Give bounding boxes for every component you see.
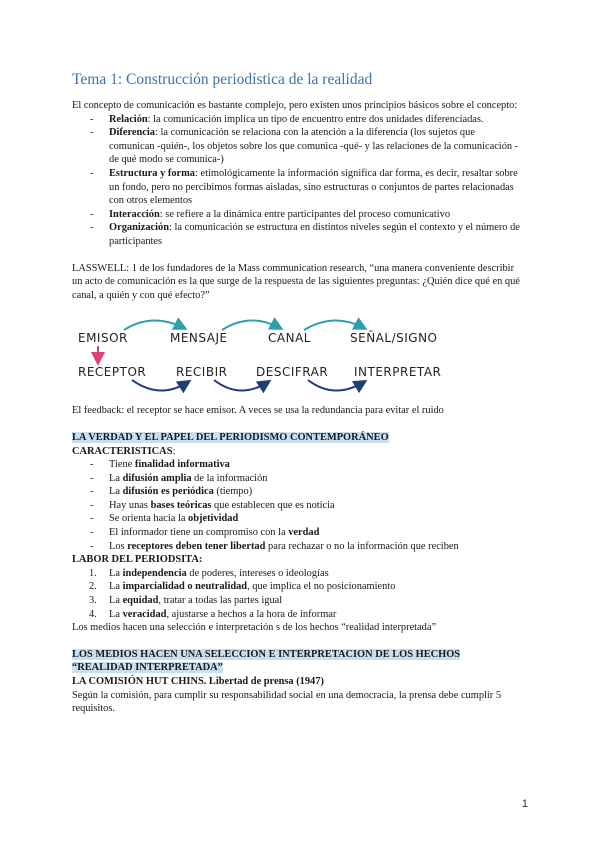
list-item — [72, 567, 522, 581]
text-bold: equidad — [122, 595, 159, 607]
text-post: de la información — [191, 472, 268, 484]
text-pre: La — [109, 472, 123, 484]
comision-paragraph: Según la comisión, para cumplir su responsabilidad social en una democracia, la prensa debe cumplir 5 requisitos. — [72, 689, 502, 715]
label-recibir: RECIBIR — [176, 365, 228, 380]
term: Estructura y forma — [109, 167, 195, 179]
page-number: 1 — [521, 798, 528, 810]
text-bold: difusión es periódica — [122, 486, 214, 498]
list-item — [72, 594, 522, 608]
term: Interacción — [109, 208, 160, 220]
closing-paragraph: Los medios hacen una selección e interpretación s de los hechos “realidad interpretada” — [72, 622, 437, 634]
list-item — [72, 458, 522, 472]
list-item — [72, 580, 522, 594]
text-bold: finalidad informativa — [134, 459, 230, 471]
list-item — [72, 472, 522, 486]
list-item — [72, 485, 522, 499]
text-pre: La — [109, 608, 123, 620]
text-post: (tiempo) — [213, 486, 253, 498]
text-bold: verdad — [288, 527, 320, 539]
term: Diferencia — [109, 127, 155, 139]
label-receptor: RECEPTOR — [78, 365, 147, 380]
term-text: : etimológicamente la información significa dar forma, es decir, resaltar sobre un fondo, pero no percibimos formas aisladas, sino estructuras o conjuntos de partes relacionadas con otros elementos — [109, 167, 518, 207]
text-bold: bases teóricas — [150, 499, 212, 511]
text-pre: La — [109, 486, 123, 498]
section-heading-medios-line2: “REALIDAD INTERPRETADA” — [72, 662, 223, 674]
list-item — [72, 167, 522, 208]
lasswell-paragraph: LASSWELL: 1 de los fundadores de la Mass communication research, “una manera conveniente describir un acto de comunicación es la que surge de la respuesta de las siguientes preguntas: ¿Quién dice qué en qué canal, a quién y con qué efecto?” — [72, 262, 520, 301]
label-mensaje: MENSAJE — [170, 331, 228, 346]
labor-label: LABOR DEL PERIODSITA: — [72, 554, 203, 566]
characteristics-list — [72, 458, 522, 553]
list-item — [72, 221, 522, 248]
text-pre: Los — [109, 540, 128, 552]
section-heading-verdad: LA VERDAD Y EL PAPEL DEL PERIODISMO CONTEMPORÁNEO — [72, 431, 389, 443]
text-bold: veracidad — [122, 608, 167, 620]
arrow-mensaje-canal — [222, 321, 280, 331]
term-text: : la comunicación implica un tipo de encuentro entre dos unidades diferenciadas. — [147, 113, 484, 125]
diagram-arrows — [72, 312, 522, 402]
text-bold: difusión amplia — [122, 472, 192, 484]
text-post: de poderes, intereses o ideologías — [186, 567, 329, 579]
text-post: , tratar a todas las partes igual — [158, 595, 283, 607]
term-text: : la comunicación se relaciona con la atención a la diferencia (los sujetos que comunican -quién-, los objetos sobre los que comunica -qué- y las relaciones de la comunicación -de qué modo se comunica-) — [109, 127, 519, 166]
characteristics-colon: : — [172, 445, 176, 457]
principles-list — [72, 113, 522, 249]
subheading-comision: LA COMISIÓN HUT CHINS. Libertad de prensa (1947) — [72, 676, 324, 687]
text-pre: La — [109, 595, 123, 607]
list-item — [72, 608, 522, 622]
list-number: 3. — [89, 595, 97, 607]
text-pre: Se orienta hacia la — [109, 513, 189, 525]
arrow-emisor-mensaje — [124, 321, 184, 331]
text-post: , ajustarse a hechos a la hora de informar — [166, 608, 337, 620]
text-post: para rechazar o no la información que reciben — [265, 540, 459, 552]
intro-paragraph: El concepto de comunicación es bastante complejo, pero existen unos principios básicos sobre el concepto: — [72, 100, 518, 111]
feedback-paragraph: El feedback: el receptor se hace emisor. A veces se usa la redundancia para evitar el ruido — [72, 405, 444, 417]
label-descifrar: DESCIFRAR — [256, 365, 329, 380]
text-bold: receptores deben tener libertad — [127, 540, 266, 552]
text-pre: Tiene — [109, 459, 135, 471]
label-canal: CANAL — [268, 331, 311, 346]
text-pre: Hay unas — [109, 499, 151, 511]
term-text: : la comunicación se estructura en distintos niveles según el contexto y el número de participantes — [109, 222, 520, 247]
arrow-recibir-descifrar — [214, 380, 268, 391]
text-pre: El informador tiene un compromiso con la — [109, 527, 289, 539]
arrow-canal-senal — [304, 321, 364, 331]
list-item — [72, 208, 522, 222]
characteristics-label: CARACTERISTICAS — [72, 445, 173, 457]
label-interpretar: INTERPRETAR — [354, 365, 442, 380]
text-pre: La — [109, 567, 123, 579]
section-heading-medios-line1: LOS MEDIOS HACEN UNA SELECCION E INTERPRETACION DE LOS HECHOS — [72, 648, 461, 660]
labor-list — [72, 567, 522, 621]
text-post: , que implica el no posicionamiento — [247, 581, 396, 593]
list-item — [72, 540, 522, 554]
list-item — [72, 113, 522, 127]
label-senal-signo: SEÑAL/SIGNO — [350, 331, 438, 346]
text-pre: La — [109, 581, 123, 593]
text-post: que establecen que es noticia — [211, 499, 335, 511]
text-bold: independencia — [122, 567, 187, 579]
list-item — [72, 526, 522, 540]
list-number: 1. — [89, 567, 97, 579]
text-bold: objetividad — [188, 513, 239, 525]
list-item — [72, 499, 522, 513]
term: Relación — [109, 113, 148, 125]
communication-diagram — [72, 312, 522, 402]
term: Organización — [109, 222, 170, 234]
term-text: : se refiere a la dinámica entre participantes del proceso comunicativo — [159, 208, 451, 220]
arrow-receptor-recibir — [132, 380, 188, 391]
label-emisor: EMISOR — [78, 331, 128, 346]
arrow-descifrar-interpretar — [308, 380, 364, 391]
list-item — [72, 512, 522, 526]
page-title: Tema 1: Construcción periodística de la realidad — [72, 71, 373, 88]
text-bold: imparcialidad o neutralidad — [122, 581, 248, 593]
list-number: 2. — [89, 581, 97, 593]
list-item — [72, 126, 522, 167]
document-page — [72, 70, 522, 716]
list-number: 4. — [89, 608, 97, 620]
